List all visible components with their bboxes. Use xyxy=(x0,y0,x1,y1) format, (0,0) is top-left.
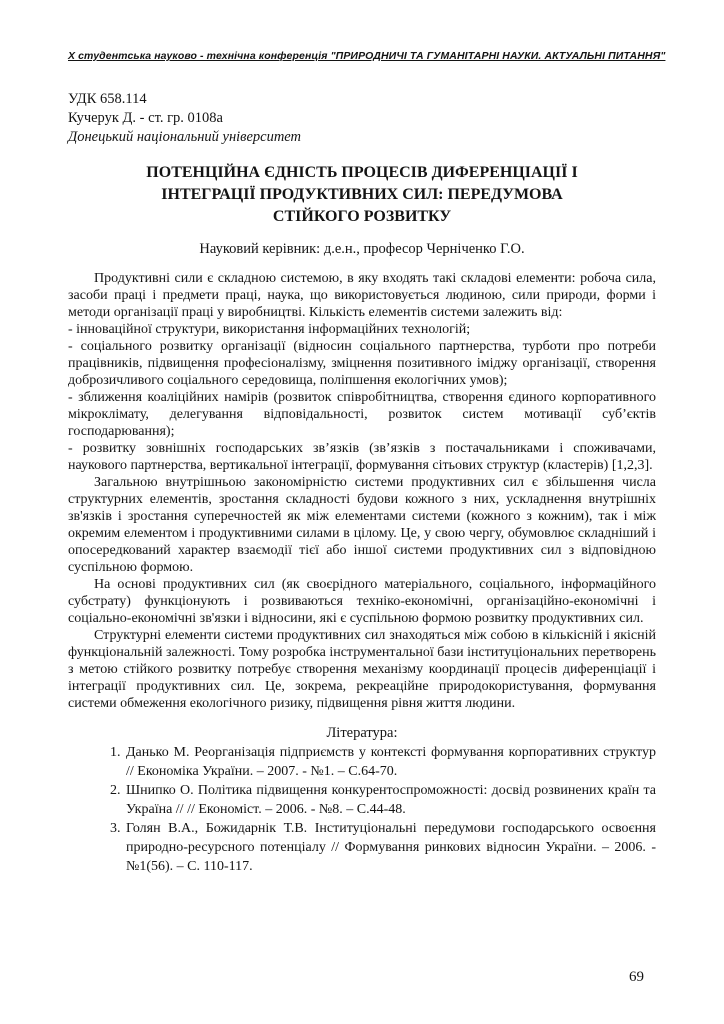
body-list-item: - інноваційної структури, використання інформаційних технологій; xyxy=(68,322,471,337)
meta-block xyxy=(68,90,656,147)
reference-item: 1. Данько М. Реорганізація підприємств у контексті формування корпоративних структур // Економіка України. – 2007. - №1. – С.64-70. xyxy=(124,743,656,781)
paper-title: ПОТЕНЦІЙНА ЄДНІСТЬ ПРОЦЕСІВ ДИФЕРЕНЦІАЦІЇ І ІНТЕГРАЦІЇ ПРОДУКТИВНИХ СИЛ: ПЕРЕДУМОВА СТІЙКОГО РОЗВИТКУ xyxy=(146,164,578,225)
page-number: 69 xyxy=(629,969,644,985)
body-paragraph: Структурні елементи системи продуктивних сил знаходяться між собою в кількісній і якісній функціональній залежності. Тому розробка інструментальної бази інституціональних перетворень з метою стійкого розвитку потребує створення механізму координації процесів диференціації і інтеграції продуктивних сил. Це, зокрема, рекреаційне природокористування, формування системи обмеження екологічного ризику, підвищення рівня життя людини. xyxy=(68,628,656,711)
references-list xyxy=(68,743,656,876)
udc-number: УДК 658.114 xyxy=(68,91,147,107)
body-paragraph: Продуктивні сили є складною системою, в яку входять такі складові елементи: робоча сила, засоби праці і предмети праці, наука, що використовується людиною, сили природи, форми і методи організації праці у виробництві. Кількість елементів системи залежить від: xyxy=(68,271,656,320)
reference-item: 3. Голян В.А., Божидарнік Т.В. Інституціональні передумови господарського освоєння природно-ресурсного потенціалу // Формування ринкових відносин України. – 2006. - №1(56). – С. 110-117. xyxy=(124,819,656,876)
conference-header: Х студентська науково - технічна конференція "ПРИРОДНИЧІ ТА ГУМАНІТАРНІ НАУКИ. АКТУАЛЬНІ ПИТАННЯ" xyxy=(68,50,666,62)
reference-item: 2. Шнипко О. Політика підвищення конкурентоспроможності: досвід розвинених країн та Україна // // Економіст. – 2006. - №8. – С.44-48. xyxy=(124,781,656,819)
body-list-item: - розвитку зовнішніх господарських зв’язків (зв’язків з постачальниками і споживачами, наукового партнерства, вертикальної інтеграції, формування сітьових структур (кластерів) [1,2,3]. xyxy=(68,441,656,473)
abstract-body xyxy=(68,270,656,712)
author-line: Кучерук Д. - ст. гр. 0108а xyxy=(68,110,223,126)
references-heading: Література: xyxy=(326,725,398,741)
body-list-item: - зближення коаліційних намірів (розвиток співробітництва, створення єдиного корпоративного мікроклімату, делегування відповідальності, розвиток систем мотивації суб’єктів господарювання); xyxy=(68,390,656,439)
body-paragraph: На основі продуктивних сил (як своєрідного матеріального, соціального, інформаційного субстрату) функціонують і розвиваються техніко-економічні, організаційно-економічні і соціально-економічні зв'язки і відносини, які є суспільною формою розвитку продуктивних сил. xyxy=(68,577,656,626)
body-list-item: - соціального розвитку організації (відносин соціального партнерства, турботи про потреби працівників, підвищення професіоналізму, зміцнення позитивного іміджу організації, створення доброзичливого соціального середовища, поліпшення екологічних умов); xyxy=(68,339,656,388)
body-paragraph: Загальною внутрішньою закономірністю системи продуктивних сил є збільшення числа структурних елементів, зростання складності будови кожного з них, ускладнення внутрішніх зв'язків і зростання суперечностей як між елементами системи (кожного з кожним), так і між окремим елементом і продуктивними силами в цілому. Це, у свою чергу, обумовлює складніший і опосередкований характер взаємодії тієї або іншої системи продуктивних сил з відповідною суспільною формою. xyxy=(68,475,656,575)
supervisor-line: Науковий керівник: д.е.н., професор Черніченко Г.О. xyxy=(199,241,525,257)
affiliation: Донецький національний університет xyxy=(68,129,302,145)
